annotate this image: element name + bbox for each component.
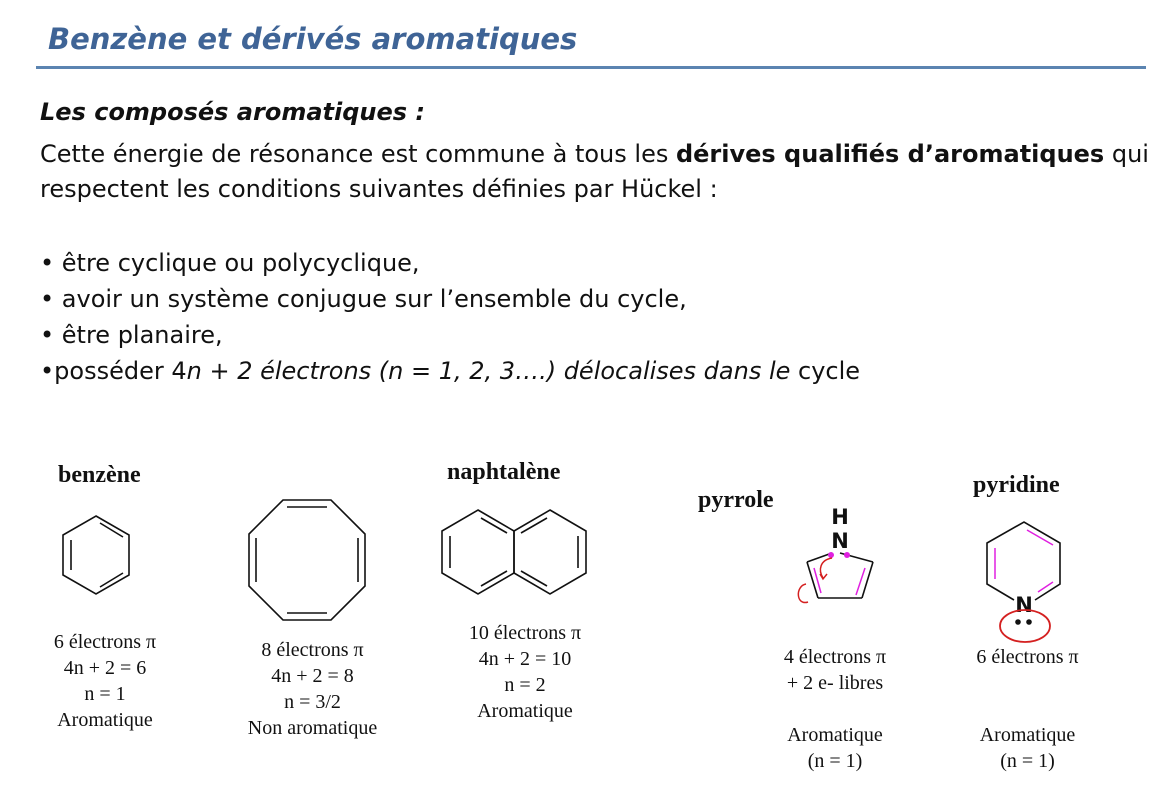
pyridine-name: pyridine [973, 472, 1060, 498]
caption-line: 4n + 2 = 10 [478, 648, 572, 670]
electron-arrow-icon [798, 584, 808, 603]
bullet-text-italic: n + 2 électrons (n = 1, 2, 3….) délocalises dans le [186, 357, 791, 385]
title-underline [36, 66, 1146, 69]
pyridine-structure [980, 512, 1070, 652]
page-title: Benzène et dérivés aromatiques [48, 22, 578, 56]
intro-text-end: qui respectent les conditions suivantes définies par Hückel : [40, 140, 1149, 203]
caption-line: + 2 e- libres [786, 672, 884, 694]
intro-text-start: Cette énergie de résonance est commune à tous les [40, 140, 676, 168]
naphthalene-caption [450, 620, 600, 724]
caption-line: Aromatique [979, 724, 1076, 746]
caption-line: Aromatique [787, 724, 883, 746]
caption-line: 4 électrons π [783, 646, 887, 668]
caption-line: Non aromatique [247, 717, 378, 739]
lone-pair-dot [1026, 619, 1032, 625]
hydrogen-atom-label: H [831, 505, 849, 529]
caption-line: n = 2 [504, 674, 546, 696]
intro-paragraph [40, 137, 1150, 207]
caption-line: 8 électrons π [261, 639, 364, 661]
benzene-name: benzène [58, 462, 141, 488]
list-item: • avoir un système conjugue sur l’ensemble du cycle, [40, 285, 687, 313]
nitrogen-atom-label: N [831, 529, 849, 553]
intro-text-bold: dérives qualifiés d’aromatiques [675, 140, 1105, 168]
naphthalene-name: naphtalène [447, 459, 561, 485]
pyrrole-structure [790, 498, 890, 616]
list-item [40, 353, 860, 389]
pyridine-caption [950, 644, 1105, 774]
section-subtitle: Les composés aromatiques : [40, 98, 426, 126]
pyrrole-name: pyrrole [698, 487, 774, 513]
caption-line: 10 électrons π [468, 622, 582, 644]
bullet-text-start: •posséder 4 [40, 357, 187, 385]
list-item: • être planaire, [40, 321, 223, 349]
benzene-caption [30, 629, 180, 733]
huckel-conditions-list [40, 245, 860, 389]
bullet-text-end: cycle [790, 357, 861, 385]
caption-line: (n = 1) [1000, 750, 1055, 772]
caption-line: 4n + 2 = 8 [271, 665, 354, 687]
caption-line: n = 3/2 [284, 691, 341, 713]
caption-line: (n = 1) [807, 750, 863, 772]
caption-line [755, 696, 915, 722]
pyrrole-caption [755, 644, 915, 774]
caption-line: 4n + 2 = 6 [63, 657, 147, 679]
caption-line [950, 696, 1105, 722]
caption-line: Aromatique [57, 709, 153, 731]
caption-line: n = 1 [84, 683, 126, 705]
cyclooctatetraene-structure [237, 495, 377, 635]
cyclooctatetraene-caption [225, 637, 400, 741]
nitrogen-atom-label: N [1015, 593, 1033, 617]
list-item: • être cyclique ou polycyclique, [40, 249, 420, 277]
lone-pair-dot [1015, 619, 1021, 625]
caption-line [950, 670, 1105, 696]
caption-line: Aromatique [477, 700, 573, 722]
naphthalene-structure [436, 505, 596, 600]
benzene-structure [56, 510, 136, 602]
caption-line: 6 électrons π [976, 646, 1079, 668]
caption-line: 6 électrons π [53, 631, 157, 653]
